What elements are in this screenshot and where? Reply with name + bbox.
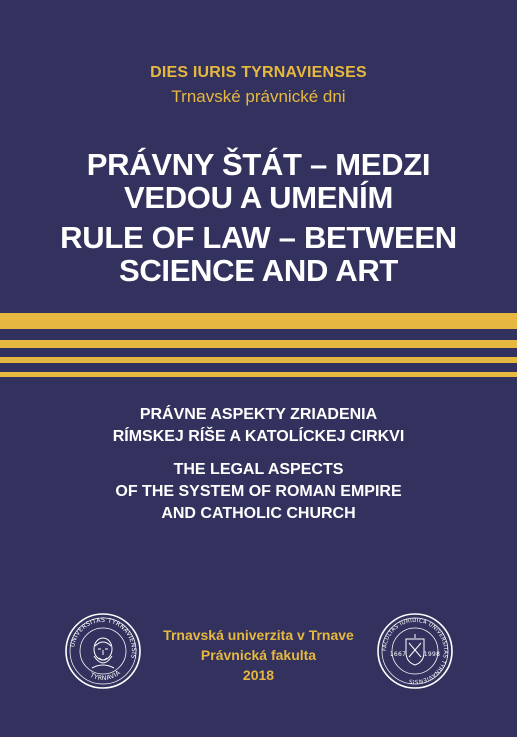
faculty-seal-year-left: 1667	[389, 651, 407, 658]
title-slovak-line-2: VEDOU A UMENÍM	[123, 180, 394, 215]
faculty-seal-ring-text: FACULTAS IURIDICA UNIVERSITAS TYRNAVIENSIS	[381, 617, 449, 685]
publisher-university: Trnavská univerzita v Trnave	[163, 627, 354, 643]
title-english-line-2: SCIENCE AND ART	[118, 253, 399, 288]
series-subtitle: Trnavské právnické dni	[171, 87, 346, 106]
stripe-3	[0, 357, 517, 363]
stripe-4	[0, 372, 517, 377]
subtitle-english-line-3: AND CATHOLIC CHURCH	[161, 505, 356, 522]
title-slovak	[0, 148, 517, 214]
subtitle-english	[0, 459, 517, 525]
series-name: DIES IURIS TYRNAVIENSES	[150, 64, 367, 81]
subtitle-english-line-2: OF THE SYSTEM OF ROMAN EMPIRE	[115, 483, 402, 500]
stripe-1	[0, 313, 517, 329]
subtitle-slovak	[0, 404, 517, 448]
title-english-line-1: RULE OF LAW – BETWEEN	[60, 220, 457, 255]
title-slovak-line-1: PRÁVNY ŠTÁT – MEDZI	[86, 147, 431, 182]
university-seal-bottom-text: TYRNAVIA	[88, 669, 122, 683]
publisher-faculty: Právnická fakulta	[200, 647, 317, 663]
faculty-seal-icon	[376, 612, 454, 690]
subtitle-slovak-line-1: PRÁVNE ASPEKTY ZRIADENIA	[139, 406, 378, 423]
publisher-year: 2018	[242, 667, 275, 683]
faculty-seal-year-right: 1998	[423, 651, 441, 658]
subtitle-english-line-1: THE LEGAL ASPECTS	[173, 461, 344, 478]
title-english	[0, 221, 517, 287]
subtitle-slovak-line-2: RÍMSKEJ RÍŠE A KATOLÍCKEJ CIRKVI	[112, 428, 405, 445]
university-seal-ring-text: UNIVERSITAS TYRNAVIENSIS	[69, 616, 138, 660]
stripe-2	[0, 340, 517, 348]
